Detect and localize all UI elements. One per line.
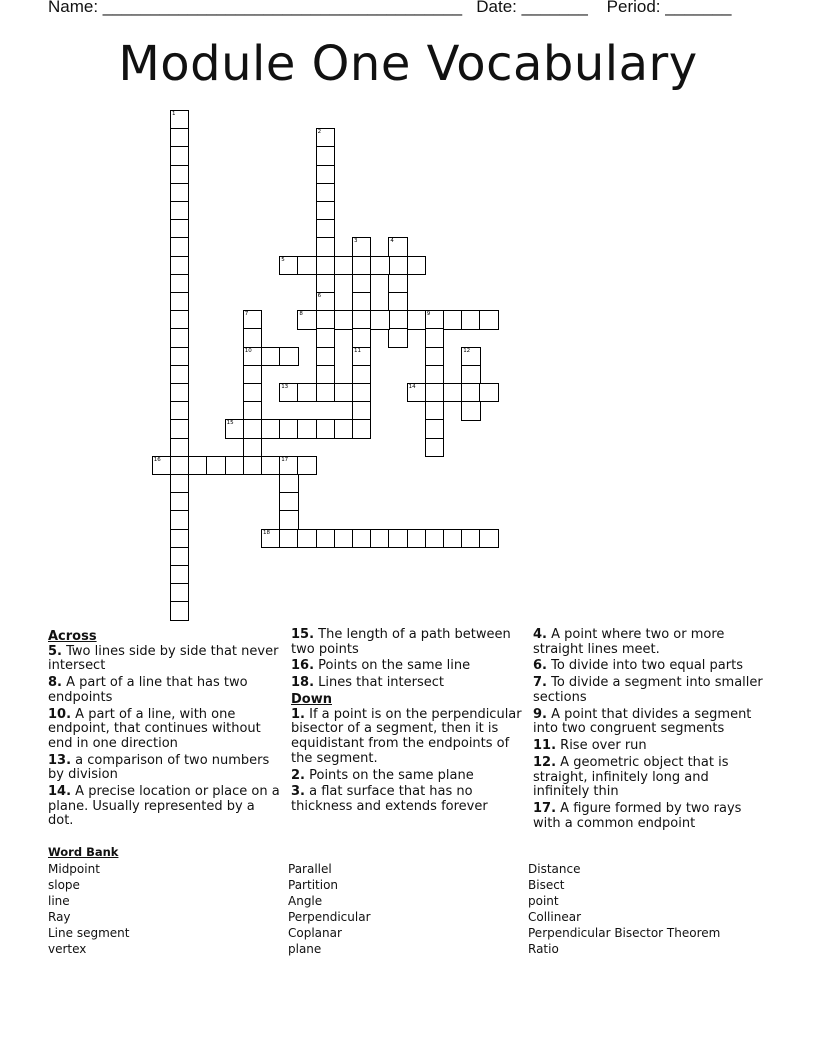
crossword-cell[interactable] [170, 256, 189, 275]
crossword-cell[interactable] [352, 292, 371, 311]
word-bank-item: Bisect [528, 878, 565, 893]
crossword-cell[interactable] [170, 365, 189, 384]
crossword-cell[interactable] [388, 237, 407, 256]
clue-item [291, 785, 525, 814]
clue-number-label: 16. [291, 658, 315, 674]
crossword-cell[interactable] [479, 383, 498, 402]
crossword-cell[interactable] [388, 310, 407, 329]
crossword-cell[interactable] [261, 456, 280, 475]
crossword-cell[interactable] [334, 383, 353, 402]
clue-number-label: 10. [48, 706, 72, 722]
crossword-cell[interactable] [170, 474, 189, 493]
crossword-cell[interactable] [170, 347, 189, 366]
crossword-cell[interactable] [352, 365, 371, 384]
crossword-cell[interactable] [388, 256, 407, 275]
word-bank-item: Angle [288, 894, 323, 909]
clue-number: 4 [390, 238, 394, 245]
down-heading: Down [291, 692, 332, 708]
word-bank-column-3 [528, 861, 720, 958]
crossword-cell[interactable] [243, 419, 262, 438]
clue-item [291, 659, 525, 674]
clue-item [48, 754, 282, 783]
crossword-cell[interactable] [170, 565, 189, 584]
clue-item [48, 676, 282, 705]
clue-number: 6 [317, 293, 322, 299]
word-bank-item: line [48, 894, 70, 909]
clue-number-label: 4. [533, 627, 547, 642]
crossword-cell[interactable] [425, 419, 444, 438]
clue-column-1 [48, 628, 282, 831]
crossword-cell[interactable] [352, 256, 371, 275]
clue-text: Points on the same plane [304, 767, 474, 783]
crossword-cell[interactable] [170, 292, 189, 311]
name-date-period-line: Name: ______________________________________ Date: _______ Period: _______ [48, 0, 732, 16]
word-bank-item: Perpendicular [288, 910, 371, 925]
crossword-cell[interactable] [352, 237, 371, 256]
crossword-cell[interactable] [461, 347, 480, 366]
crossword-cell[interactable] [152, 456, 171, 475]
clue-number-label: 15. [291, 627, 315, 642]
crossword-cell[interactable] [334, 529, 353, 548]
crossword-cell[interactable] [170, 165, 189, 184]
down-clue-list-continued [533, 628, 767, 832]
crossword-cell[interactable] [243, 383, 262, 402]
clue-number-label: 3. [291, 784, 305, 800]
word-bank-item: Partition [288, 878, 339, 893]
crossword-cell[interactable] [388, 274, 407, 293]
crossword-cell[interactable] [243, 456, 262, 475]
clue-number-label: 11. [533, 738, 557, 754]
crossword-cell[interactable] [243, 328, 262, 347]
crossword-cell[interactable] [297, 256, 316, 275]
word-bank-item: vertex [48, 942, 87, 957]
clue-text: If a point is on the perpendicular bisector of a segment, then it is equidistant from the endpoints of the segment. [291, 706, 522, 766]
clue-number: 14 [408, 384, 416, 390]
crossword-cell[interactable] [297, 456, 316, 475]
crossword-cell[interactable] [370, 310, 389, 329]
crossword-cell[interactable] [407, 383, 426, 402]
crossword-cell[interactable] [443, 529, 462, 548]
crossword-cell[interactable] [188, 456, 207, 475]
crossword-cell[interactable] [461, 310, 480, 329]
across-heading: Across [48, 629, 97, 644]
crossword-cell[interactable] [352, 401, 371, 420]
crossword-cell[interactable] [170, 201, 189, 220]
clue-text: A figure formed by two rays with a common endpoint [533, 801, 742, 831]
word-bank-item: Distance [528, 862, 581, 876]
clue-number-label: 5. [48, 643, 62, 659]
clue-item [291, 628, 525, 657]
across-clue-list-continued [291, 628, 525, 691]
clue-number: 11 [354, 347, 361, 354]
crossword-cell[interactable] [243, 365, 262, 384]
crossword-cell[interactable] [461, 401, 480, 420]
crossword-cell[interactable] [206, 456, 225, 475]
crossword-cell[interactable] [352, 310, 371, 329]
clue-number: 1 [172, 111, 176, 117]
clue-item [291, 676, 525, 691]
crossword-cell[interactable] [243, 310, 262, 329]
clue-text: To divide into two equal parts [546, 658, 743, 674]
clue-number-label: 12. [533, 755, 557, 771]
word-bank-heading: Word Bank [48, 845, 119, 859]
crossword-cell[interactable] [170, 274, 189, 293]
clue-number-label: 6. [533, 658, 547, 674]
crossword-cell[interactable] [425, 401, 444, 420]
crossword-cell[interactable] [243, 438, 262, 457]
clue-number-label: 18. [291, 675, 315, 691]
crossword-cell[interactable] [461, 529, 480, 548]
clue-text: a flat surface that has no thickness and extends forever [291, 784, 488, 815]
crossword-cell[interactable] [279, 492, 298, 511]
clue-item [48, 785, 282, 829]
crossword-cell[interactable] [443, 383, 462, 402]
crossword-cell[interactable] [316, 383, 335, 402]
clue-text: A geometric object that is straight, infinitely long and infinitely thin [533, 755, 729, 800]
crossword-cell[interactable] [388, 529, 407, 548]
word-bank-column-1 [48, 861, 129, 958]
crossword-cell[interactable] [225, 456, 244, 475]
word-bank-item: point [528, 894, 559, 909]
crossword-cell[interactable] [352, 347, 371, 366]
crossword-cell[interactable] [316, 292, 335, 311]
clue-text: a comparison of two numbers by division [48, 752, 270, 783]
clue-item [48, 708, 282, 752]
word-bank-item: Ray [48, 910, 71, 925]
crossword-cell[interactable] [316, 128, 335, 147]
crossword-cell[interactable] [279, 383, 298, 402]
clue-text: The length of a path between two points [291, 627, 511, 657]
clue-item [533, 756, 767, 800]
crossword-cell[interactable] [243, 347, 262, 366]
crossword-cell[interactable] [407, 529, 426, 548]
clue-number: 16 [153, 456, 161, 463]
crossword-cell[interactable] [388, 292, 407, 311]
clue-number-label: 7. [533, 675, 547, 691]
clue-text: A point where two or more straight lines meet. [533, 627, 725, 657]
crossword-cell[interactable] [170, 492, 189, 511]
clue-number: 15 [226, 420, 234, 427]
clue-number: 18 [263, 529, 270, 536]
clue-item [533, 676, 767, 705]
clue-number: 10 [244, 347, 252, 354]
clue-item [533, 628, 767, 657]
crossword-cell[interactable] [316, 219, 335, 238]
clue-number: 17 [281, 456, 289, 463]
crossword-cell[interactable] [170, 219, 189, 238]
crossword-cell[interactable] [352, 529, 371, 548]
crossword-cell[interactable] [170, 128, 189, 147]
crossword-cell[interactable] [316, 183, 335, 202]
crossword-cell[interactable] [425, 310, 444, 329]
crossword-cell[interactable] [479, 310, 498, 329]
crossword-cell[interactable] [243, 401, 262, 420]
clue-item [533, 708, 767, 737]
crossword-cell[interactable] [261, 347, 280, 366]
clue-item [291, 769, 525, 784]
crossword-cell[interactable] [316, 310, 335, 329]
clue-item [533, 802, 767, 831]
crossword-cell[interactable] [425, 529, 444, 548]
crossword-cell[interactable] [170, 183, 189, 202]
crossword-cell[interactable] [461, 383, 480, 402]
crossword-cell[interactable] [388, 328, 407, 347]
crossword-cell[interactable] [225, 419, 244, 438]
crossword-cell[interactable] [261, 529, 280, 548]
clue-text: A part of a line that has two endpoints [48, 675, 248, 705]
clue-text: Two lines side by side that never intersect [48, 643, 279, 674]
crossword-cell[interactable] [170, 310, 189, 329]
clue-number: 5 [281, 256, 285, 263]
crossword-cell[interactable] [334, 256, 353, 275]
crossword-cell[interactable] [316, 365, 335, 384]
crossword-cell[interactable] [170, 510, 189, 529]
clue-number-label: 2. [291, 767, 305, 783]
crossword-cell[interactable] [352, 383, 371, 402]
clue-text: A part of a line, with one endpoint, that continues without end in one direction [48, 706, 261, 751]
word-bank-item: Parallel [288, 862, 332, 876]
crossword-cell[interactable] [170, 110, 189, 129]
crossword-cell[interactable] [479, 529, 498, 548]
clue-number-label: 9. [533, 706, 547, 722]
crossword-cell[interactable] [370, 256, 389, 275]
clue-number: 7 [244, 311, 249, 318]
clue-number: 13 [281, 384, 289, 390]
crossword-cell[interactable] [316, 419, 335, 438]
down-clue-list [291, 708, 525, 815]
clue-number: 3 [354, 238, 358, 245]
crossword-cell[interactable] [279, 419, 298, 438]
clue-text: Points on the same line [314, 658, 471, 674]
clue-column-2 [291, 628, 525, 817]
crossword-cell[interactable] [316, 165, 335, 184]
crossword-cell[interactable] [407, 310, 426, 329]
crossword-cell[interactable] [297, 529, 316, 548]
clue-item [48, 645, 282, 674]
crossword-cell[interactable] [334, 310, 353, 329]
crossword-cell[interactable] [425, 328, 444, 347]
clue-text: Rise over run [556, 738, 647, 754]
crossword-cell[interactable] [170, 601, 189, 620]
crossword-cell[interactable] [334, 419, 353, 438]
crossword-cell[interactable] [370, 529, 389, 548]
crossword-cell[interactable] [316, 274, 335, 293]
clue-number: 8 [299, 311, 303, 318]
crossword-cell[interactable] [279, 256, 298, 275]
word-bank-item: Midpoint [48, 862, 100, 876]
crossword-cell[interactable] [170, 547, 189, 566]
crossword-cell[interactable] [279, 474, 298, 493]
word-bank-item: Coplanar [288, 926, 342, 941]
clue-number-label: 1. [291, 706, 305, 722]
crossword-cell[interactable] [443, 310, 462, 329]
crossword-cell[interactable] [170, 383, 189, 402]
clue-number-label: 8. [48, 675, 62, 691]
crossword-cell[interactable] [316, 347, 335, 366]
word-bank-item: plane [288, 942, 322, 957]
crossword-cell[interactable] [425, 347, 444, 366]
clue-item [533, 659, 767, 674]
crossword-cell[interactable] [170, 438, 189, 457]
crossword-cell[interactable] [297, 310, 316, 329]
crossword-cell[interactable] [261, 419, 280, 438]
clue-text: A precise location or place on a plane. Usually represented by a dot. [48, 784, 280, 829]
clue-column-3 [533, 628, 767, 834]
crossword-cell[interactable] [316, 146, 335, 165]
crossword-cell[interactable] [316, 328, 335, 347]
clue-text: To divide a segment into smaller sections [533, 675, 763, 705]
crossword-cell[interactable] [425, 365, 444, 384]
crossword-cell[interactable] [170, 456, 189, 475]
clue-number-label: 13. [48, 752, 72, 768]
word-bank-item: Perpendicular Bisector Theorem [528, 926, 721, 941]
clue-number-label: 14. [48, 784, 72, 800]
crossword-cell[interactable] [297, 383, 316, 402]
across-clue-list [48, 645, 282, 829]
crossword-cell[interactable] [407, 256, 426, 275]
crossword-cell[interactable] [425, 438, 444, 457]
crossword-cell[interactable] [170, 328, 189, 347]
crossword-cell[interactable] [352, 274, 371, 293]
word-bank-item: Line segment [48, 926, 130, 941]
page-title: Module One Vocabulary [118, 36, 698, 92]
clue-item [291, 708, 525, 766]
clue-text: Lines that intersect [314, 675, 444, 691]
crossword-cell[interactable] [279, 347, 298, 366]
crossword-cell[interactable] [279, 456, 298, 475]
crossword-cell[interactable] [297, 419, 316, 438]
clue-number: 12 [463, 347, 471, 354]
crossword-cell[interactable] [316, 201, 335, 220]
crossword-cell[interactable] [170, 146, 189, 165]
crossword-cell[interactable] [316, 529, 335, 548]
crossword-cell[interactable] [279, 529, 298, 548]
clue-number: 2 [317, 129, 322, 136]
crossword-cell[interactable] [170, 401, 189, 420]
crossword-cell[interactable] [170, 583, 189, 602]
word-bank-item: Collinear [528, 910, 581, 925]
crossword-cell[interactable] [170, 419, 189, 438]
crossword-cell[interactable] [461, 365, 480, 384]
word-bank-item: Ratio [528, 942, 559, 957]
clue-number-label: 17. [533, 801, 557, 817]
word-bank-item: slope [48, 878, 80, 893]
clue-text: A point that divides a segment into two congruent segments [533, 706, 752, 737]
crossword-cell[interactable] [170, 237, 189, 256]
crossword-cell[interactable] [352, 419, 371, 438]
crossword-cell[interactable] [170, 529, 189, 548]
word-bank-column-2 [288, 861, 371, 958]
crossword-cell[interactable] [279, 510, 298, 529]
crossword-cell[interactable] [316, 256, 335, 275]
crossword-cell[interactable] [425, 383, 444, 402]
crossword-cell[interactable] [352, 328, 371, 347]
clue-item [533, 739, 767, 754]
crossword-cell[interactable] [316, 237, 335, 256]
clue-number: 9 [426, 311, 431, 318]
